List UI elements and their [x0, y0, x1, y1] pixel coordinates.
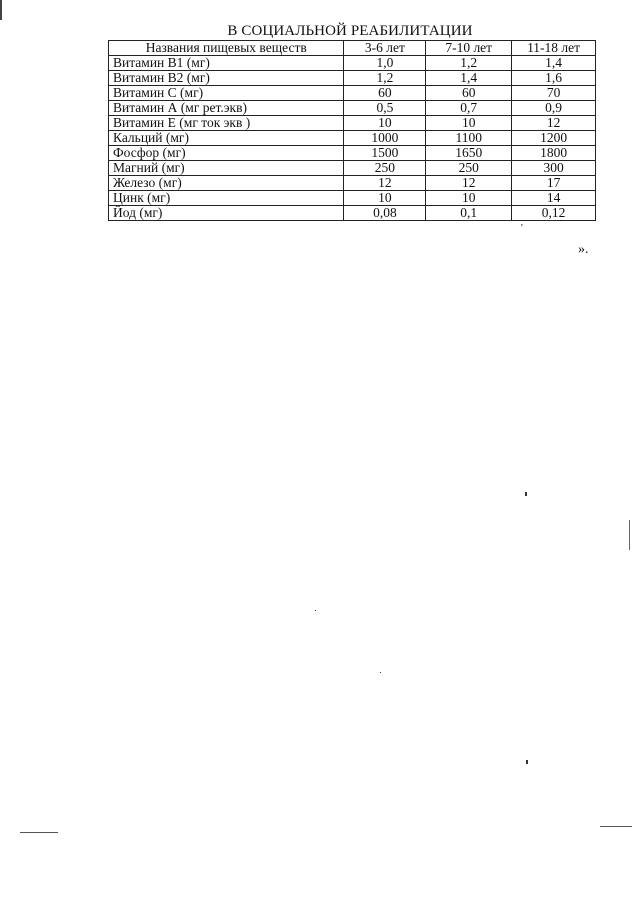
norm-value-cell: 12 [512, 116, 596, 131]
norm-value-cell: 12 [426, 176, 512, 191]
header-age-11-18: 11-18 лет [512, 41, 596, 56]
scan-speck [526, 760, 528, 764]
scan-edge-line [600, 826, 632, 827]
norm-value-cell: 1500 [344, 146, 426, 161]
header-nutrient-name: Названия пищевых веществ [109, 41, 344, 56]
norm-value-cell: 1,4 [426, 71, 512, 86]
norm-value-cell: 1800 [512, 146, 596, 161]
norm-value-cell: 1100 [426, 131, 512, 146]
norm-value-cell: 0,7 [426, 101, 512, 116]
norm-value-cell: 60 [344, 86, 426, 101]
norm-value-cell: 1,0 [344, 56, 426, 71]
table-row [109, 146, 596, 161]
norm-value-cell: 1,2 [426, 56, 512, 71]
table-row [109, 116, 596, 131]
norm-value-cell: 12 [344, 176, 426, 191]
table-header-row [109, 41, 596, 56]
nutrient-name-cell: Йод (мг) [109, 206, 344, 221]
nutrient-name-cell: Железо (мг) [109, 176, 344, 191]
scan-speck [380, 672, 381, 673]
norm-value-cell: 0,1 [426, 206, 512, 221]
norm-value-cell: 10 [426, 191, 512, 206]
scan-edge-line [629, 520, 630, 550]
norm-value-cell: 1,4 [512, 56, 596, 71]
nutrient-name-cell: Цинк (мг) [109, 191, 344, 206]
scan-speck [525, 492, 527, 496]
table-row [109, 86, 596, 101]
table-row [109, 206, 596, 221]
stray-mark: ' [521, 223, 523, 234]
header-age-7-10: 7-10 лет [426, 41, 512, 56]
scan-edge-line [0, 0, 2, 20]
table-row [109, 131, 596, 146]
header-age-3-6: 3-6 лет [344, 41, 426, 56]
table-row [109, 101, 596, 116]
table-row [109, 71, 596, 86]
closing-quote: ». [578, 242, 589, 257]
nutrient-name-cell: Кальций (мг) [109, 131, 344, 146]
norm-value-cell: 17 [512, 176, 596, 191]
norm-value-cell: 70 [512, 86, 596, 101]
scan-edge-line [20, 832, 58, 833]
norm-value-cell: 1000 [344, 131, 426, 146]
norm-value-cell: 1200 [512, 131, 596, 146]
nutrient-name-cell: Витамин В1 (мг) [109, 56, 344, 71]
norm-value-cell: 0,08 [344, 206, 426, 221]
table-row [109, 191, 596, 206]
nutrient-norms-table [108, 40, 596, 221]
nutrient-name-cell: Витамин А (мг рет.экв) [109, 101, 344, 116]
nutrient-name-cell: Витамин В2 (мг) [109, 71, 344, 86]
norm-value-cell: 250 [426, 161, 512, 176]
table-row [109, 176, 596, 191]
norm-value-cell: 1,6 [512, 71, 596, 86]
norm-value-cell: 0,9 [512, 101, 596, 116]
norm-value-cell: 10 [344, 191, 426, 206]
norm-value-cell: 1,2 [344, 71, 426, 86]
nutrient-name-cell: Магний (мг) [109, 161, 344, 176]
norm-value-cell: 0,12 [512, 206, 596, 221]
norm-value-cell: 0,5 [344, 101, 426, 116]
nutrient-name-cell: Фосфор (мг) [109, 146, 344, 161]
document-heading: В СОЦИАЛЬНОЙ РЕАБИЛИТАЦИИ [227, 23, 473, 39]
norm-value-cell: 14 [512, 191, 596, 206]
nutrient-name-cell: Витамин С (мг) [109, 86, 344, 101]
table-row [109, 161, 596, 176]
scan-speck [315, 610, 316, 611]
nutrient-name-cell: Витамин Е (мг ток экв ) [109, 116, 344, 131]
norm-value-cell: 250 [344, 161, 426, 176]
norm-value-cell: 60 [426, 86, 512, 101]
norm-value-cell: 1650 [426, 146, 512, 161]
norm-value-cell: 10 [344, 116, 426, 131]
table-row [109, 56, 596, 71]
norm-value-cell: 10 [426, 116, 512, 131]
norm-value-cell: 300 [512, 161, 596, 176]
